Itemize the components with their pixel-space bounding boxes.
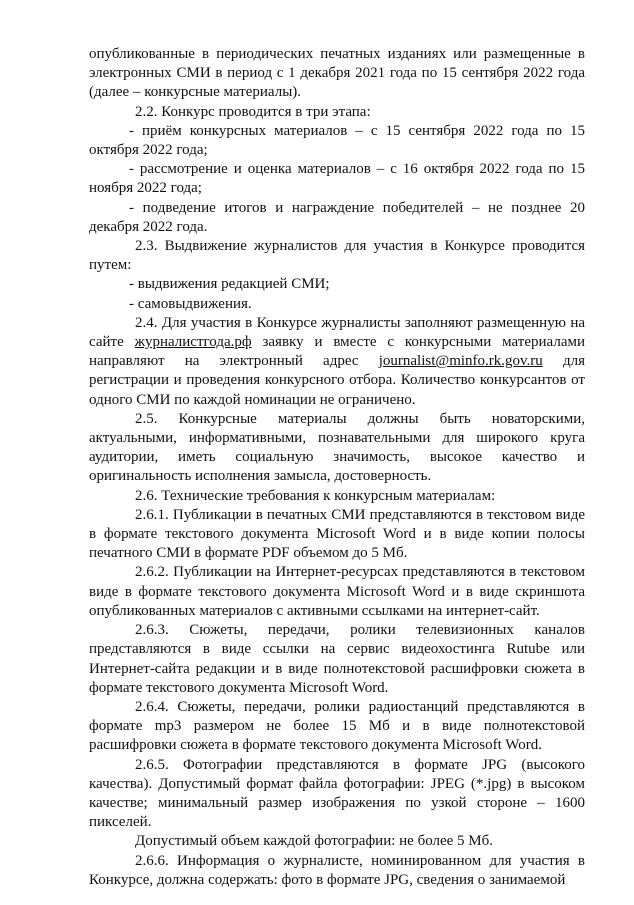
list-item-self-nomination: - самовыдвижения.: [129, 295, 252, 312]
list-item-stage-2: - рассмотрение и оценка материалов – с 16 октября 2022 года по 15 ноября 2022 года;: [89, 161, 585, 197]
list-item-stage-3: - подведение итогов и награждение победителей – не позднее 20 декабря 2022 года.: [89, 199, 585, 235]
paragraph-2-4-part-2: заявку и вместе с конкурсными материалами направляют на электронный адрес: [89, 334, 585, 370]
paragraph-2-6-3: 2.6.3. Сюжеты, передачи, ролики телевизионных каналов представляются в виде ссылки на сервис видеохостинга Rutube или Интернет-сайта редакции и в виде полнотекстовой расшифровки сюжета в формате текстового документа Microsoft Word.: [89, 622, 585, 696]
paragraph-2-2: 2.2. Конкурс проводится в три этапа:: [135, 103, 371, 120]
paragraph-2-6-5: 2.6.5. Фотографии представляются в формате JPG (высокого качества). Допустимый формат файла фотографии: JPEG (*.jpg) в высоком качестве; минимальный размер изображения по узкой стороне – 1600 пикселей.: [89, 756, 585, 831]
paragraph-2-6-4: 2.6.4. Сюжеты, передачи, ролики радиостанций представляются в формате mp3 размером не более 15 Мб и в виде полнотекстовой расшифровки сюжета в формате текстового документа Microsoft Word.: [89, 698, 585, 754]
site-link[interactable]: журналистгода.рф: [134, 334, 252, 351]
paragraph-photo-size-limit: Допустимый объем каждой фотографии: не более 5 Мб.: [135, 833, 494, 850]
paragraph-2-4-part-3: для регистрации и проведения конкурсного отбора. Количество конкурсантов от одного СМИ по каждой номинации не ограничено.: [89, 353, 585, 408]
list-item-nomination-editorial: - выдвижения редакцией СМИ;: [129, 276, 330, 293]
paragraph-2-6-6: 2.6.6. Информация о журналисте, номинированном для участия в Конкурсе, должна содержать: фото в формате JPG, сведения о занимаемой: [89, 852, 585, 888]
paragraph-2-3: 2.3. Выдвижение журналистов для участия в Конкурсе проводится путем:: [89, 238, 585, 274]
document-body: [89, 45, 585, 890]
paragraph-materials-period: опубликованные в периодических печатных изданиях или размещенные в электронных СМИ в период с 1 декабря 2021 года по 15 сентября 2022 года (далее – конкурсные материалы).: [89, 46, 585, 101]
paragraph-2-4-part-1: 2.4. Для участия в Конкурсе журналисты заполняют размещенную на сайте: [89, 314, 585, 351]
paragraph-2-6-1: 2.6.1. Публикации в печатных СМИ представляются в текстовом виде в формате текстового документа Microsoft Word и в виде копии полосы печатного СМИ в формате PDF объемом до 5 Мб.: [89, 506, 585, 562]
list-item-stage-1: - приём конкурсных материалов – с 15 сентября 2022 года по 15 октября 2022 года;: [89, 122, 585, 159]
email-link[interactable]: journalist@minfo.rk.gov.ru: [378, 353, 543, 370]
paragraph-2-6: 2.6. Технические требования к конкурсным материалам:: [135, 487, 496, 504]
paragraph-2-6-2: 2.6.2. Публикации на Интернет-ресурсах представляются в текстовом виде в формате текстового документа Microsoft Word и в виде скриншота опубликованных материалов с активными ссылками на интернет-сайт.: [89, 564, 585, 619]
paragraph-2-4: [89, 314, 585, 410]
paragraph-2-5: 2.5. Конкурсные материалы должны быть новаторскими, актуальными, информативными, познавательными для широкого круга аудитории, иметь социальную значимость, высокое качество и оригинальность исполнения замысла, достоверность.: [89, 410, 585, 485]
